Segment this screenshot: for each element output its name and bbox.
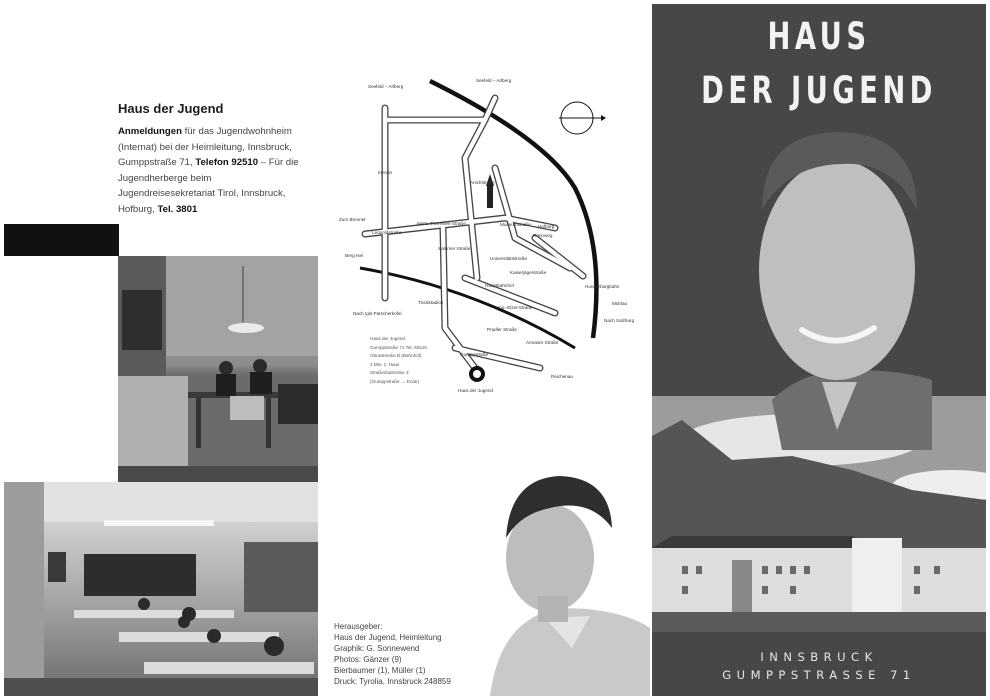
study-hall-photo (4, 482, 318, 696)
map-label: Ing.-Etzel-Straße (498, 305, 533, 310)
map-label: Hauptbahnhof (485, 283, 514, 288)
map-label: Amraser Straße (526, 340, 559, 345)
map-label: Seefeld – Arlberg (368, 84, 404, 89)
credit-line: Haus der Jugend, Heimleitung (334, 633, 442, 642)
map-label: Anichstraße (470, 180, 495, 185)
map-label: Hofburg (538, 224, 555, 229)
map-label: Pradler Straße (487, 327, 517, 332)
legend-line: (Gumppstraße → Ende) (370, 378, 420, 384)
credit-line: Druck: Tyrolia, Innsbruck 248859 (334, 677, 451, 686)
cover-title-line: DER JUGEND (701, 69, 937, 112)
map-label: Museumstraße (500, 222, 531, 227)
map-label: Salurner Straße (438, 246, 471, 251)
cover-title-line: HAUS (767, 15, 871, 58)
publisher-credits (334, 621, 451, 687)
credit-line: Herausgeber: (334, 622, 383, 631)
black-bar-decoration (4, 224, 119, 256)
lounge-photo (118, 256, 318, 482)
legend-line: Gumppstraße 71 Tel. 92510 (370, 344, 427, 350)
map-label: Berg Isel (345, 253, 364, 258)
credit-line: Bierbaumer (1), Müller (1) (334, 666, 426, 675)
map-label: Hungerburgbahn (585, 284, 620, 289)
legend-line: Obusstrecke B (Bahnhof) (370, 353, 422, 358)
info-bold-2: Telefon 92510 (195, 157, 259, 168)
legend-line: 1 Min. z. Haus (370, 361, 400, 367)
legend-line: Straßenbahnlinie 3 (370, 370, 409, 375)
map-label: Seefeld – Arlberg (476, 78, 512, 83)
map-label: Maria-Theresien-Straße (417, 221, 466, 226)
map-label: Tivolistadion (418, 300, 444, 305)
map-label: Nach Igls-Patscherkofel (353, 311, 402, 316)
map-label: Reichenau (551, 374, 573, 379)
map-label: Kaiserjägerstraße (510, 270, 547, 275)
map-label: Innrain (378, 170, 393, 175)
info-bold-1: Anmeldungen (118, 126, 182, 137)
info-heading: Haus der Jugend (118, 101, 224, 116)
map-label: Rennweg (533, 233, 553, 238)
info-bold-3: Tel. 3801 (157, 203, 198, 215)
map-label: Gumppstraße (460, 352, 489, 357)
info-text-2: – Für die Jugendherberge beim Jugendreisesekretariat Tirol, Innsbruck, Hofburg, (118, 157, 299, 215)
cover-title (695, 10, 942, 118)
info-text-1: für das Jugendwohnheim (Internat) bei der Heimleitung, Innsbruck, Gumppstraße 71, (118, 126, 292, 168)
map-label: Nach Salzburg (604, 318, 635, 323)
registration-info (118, 124, 308, 217)
map-label: Zum Brenner (339, 217, 366, 222)
credit-line: Photos: Gänzer (9) (334, 655, 402, 664)
boy-portrait-photo (490, 468, 650, 696)
map-destination-label: Haus der Jugend (458, 388, 493, 393)
legend-line: Haus der Jugend (370, 336, 405, 341)
map-legend (370, 335, 427, 386)
cover-photo (652, 120, 986, 632)
cover-city: INNSBRUCK (760, 650, 878, 664)
cover-address: GUMPPSTRASSE 71 (722, 668, 916, 682)
map-label: Leopoldstraße (372, 230, 402, 235)
map-label: Mühlau (612, 301, 628, 306)
map-label: Universitätsstraße (490, 256, 528, 261)
credit-line: Graphik: G. Sonnewend (334, 644, 420, 653)
